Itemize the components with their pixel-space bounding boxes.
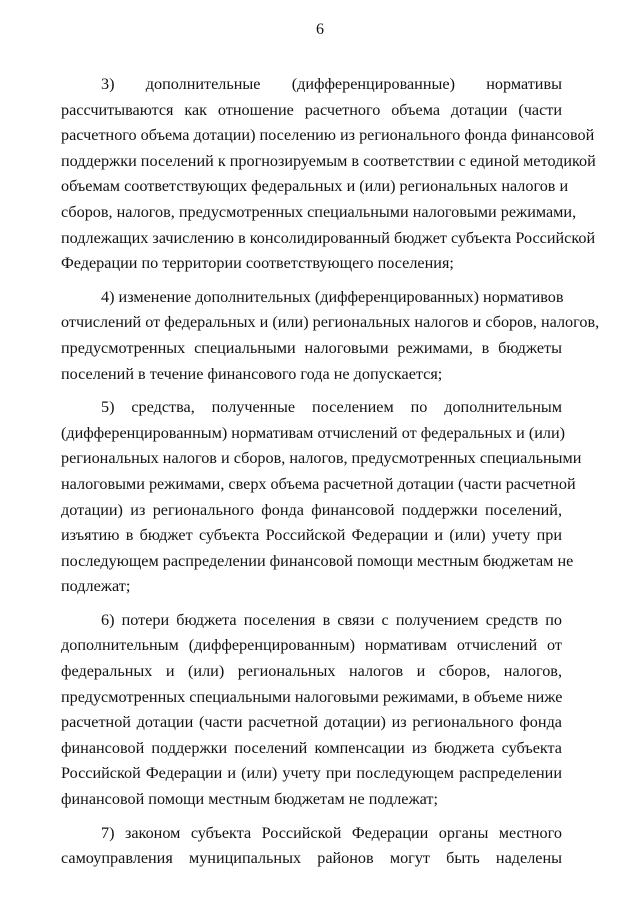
paragraph-3: [61, 72, 596, 277]
paragraph-5: [61, 395, 582, 600]
document-body: [61, 72, 600, 880]
text-line: финансовой поддержки поселений компенсации из бюджета субъекта: [61, 738, 562, 757]
text-line: изъятию в бюджет субъекта Российской Федерации и (или) учету при: [61, 526, 562, 545]
text-line: дотации) из регионального фонда финансовой поддержки поселений,: [61, 500, 562, 519]
text-line: 7) законом субъекта Российской Федерации органы местного: [101, 823, 562, 842]
text-line: объемам соответствующих федеральных и (или) региональных налогов и: [61, 177, 569, 196]
text-line: самоуправления муниципальных районов могут быть наделены: [61, 849, 562, 868]
text-line: финансовой помощи местным бюджетам не подлежат;: [61, 790, 439, 809]
text-line: предусмотренных специальными налоговыми режимами, в бюджеты: [61, 338, 562, 357]
text-line: 4) изменение дополнительных (дифференцированных) нормативов: [101, 287, 564, 306]
text-line: поддержки поселений к прогнозируемым в соответствии с единой методикой: [61, 151, 596, 170]
text-line: поселений в течение финансового года не допускается;: [61, 364, 443, 383]
text-line: отчислений от федеральных и (или) региональных налогов и сборов, налогов,: [61, 313, 600, 332]
text-line: расчетной дотации (части расчетной дотации) из регионального фонда: [61, 713, 562, 732]
text-line: подлежат;: [61, 577, 131, 596]
text-line: (дифференцированным) нормативам отчислений от федеральных и (или): [61, 423, 566, 442]
text-line: последующем распределении финансовой помощи местным бюджетам не: [61, 551, 574, 570]
paragraph-4: [61, 285, 600, 387]
text-line: расчетного объема дотации) поселению из регионального фонда финансовой: [61, 126, 595, 145]
text-line: Российской Федерации и (или) учету при последующем распределении: [61, 764, 562, 783]
page-number: 6: [316, 21, 324, 38]
text-line: налоговыми режимами, сверх объема расчетной дотации (части расчетной: [61, 474, 576, 493]
text-line: подлежащих зачислению в консолидированный бюджет субъекта Российской: [61, 228, 596, 247]
text-line: предусмотренных специальными налоговыми режимами, в объеме ниже: [61, 687, 563, 706]
paragraph-7: [61, 821, 562, 872]
text-line: 6) потери бюджета поселения в связи с получением средств по: [101, 610, 562, 629]
text-line: сборов, налогов, предусмотренных специальными налоговыми режимами,: [61, 202, 577, 221]
text-line: 5) средства, полученные поселением по дополнительным: [101, 398, 562, 417]
text-line: 3) дополнительные (дифференцированные) нормативы: [101, 75, 562, 93]
text-line: региональных налогов и сборов, налогов, предусмотренных специальными: [61, 449, 582, 468]
text-line: Федерации по территории соответствующего поселения;: [61, 254, 454, 273]
text-line: федеральных и (или) региональных налогов и сборов, налогов,: [61, 662, 562, 681]
text-line: дополнительным (дифференцированным) нормативам отчислений от: [61, 636, 562, 655]
paragraph-6: [61, 608, 562, 813]
text-line: рассчитываются как отношение расчетного объема дотации (части: [61, 100, 562, 119]
